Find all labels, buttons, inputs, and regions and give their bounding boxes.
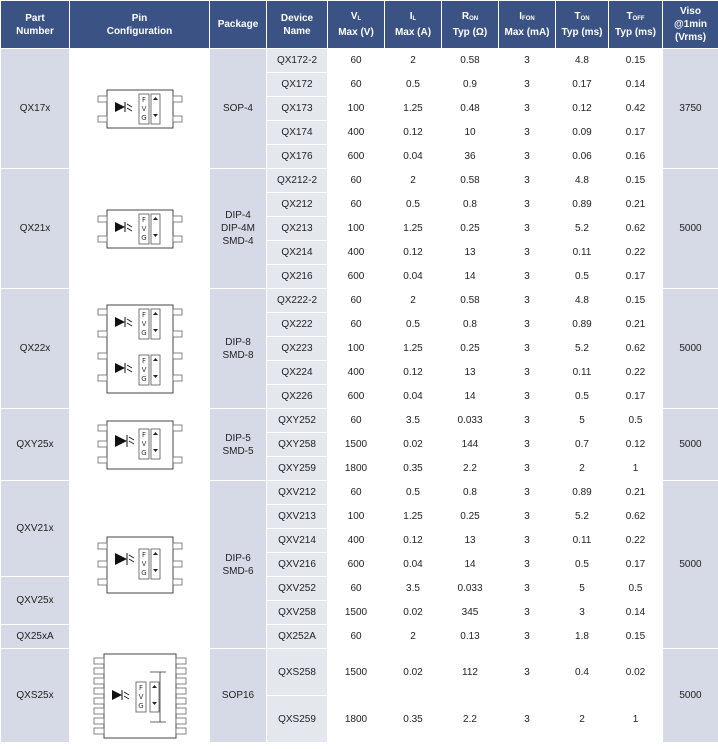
ifon-value: 3 [499, 49, 555, 72]
package-line: SMD-5 [222, 445, 254, 457]
ton-value: 0.4 [556, 649, 608, 695]
header-ron: $R_{ON}$ Typ (Ω) [442, 1, 498, 48]
pin-label: G [140, 113, 147, 122]
package [210, 409, 266, 480]
table-row [1, 169, 718, 192]
toff-value: 0.14 [609, 601, 662, 624]
pin-label: G [140, 233, 147, 242]
vl-value: 1800 [328, 696, 384, 742]
ron-value: 14 [442, 385, 498, 408]
package-line: SMD-8 [222, 349, 254, 361]
header-ifon: $I_{FON}$ Max (mA) [499, 1, 555, 48]
il-value: 0.5 [385, 481, 441, 504]
vl-value: 400 [328, 361, 384, 384]
il-value: 3.5 [385, 577, 441, 600]
pin-label: V [141, 224, 146, 233]
ifon-value: 3 [499, 265, 555, 288]
ton-value: 0.5 [556, 265, 608, 288]
pin-label: F [141, 95, 146, 104]
toff-value: 0.22 [609, 241, 662, 264]
toff-value: 1 [609, 457, 662, 480]
toff-value: 0.15 [609, 289, 662, 312]
toff-value: 0.15 [609, 49, 662, 72]
ifon-value: 3 [499, 385, 555, 408]
pin-configuration [70, 169, 209, 288]
il-value: 0.04 [385, 265, 441, 288]
ton-value: 5.2 [556, 217, 608, 240]
package [210, 649, 266, 742]
header-part-number: Part Number [1, 1, 69, 48]
part-number: QXV21x [1, 481, 69, 576]
part-number: QX17x [1, 49, 69, 168]
device-name: QXS259 [267, 696, 327, 742]
toff-value: 0.62 [609, 337, 662, 360]
pin-diagram-icon [95, 88, 185, 130]
ron-value: 2.2 [442, 696, 498, 742]
ron-value: 0.25 [442, 217, 498, 240]
pin-label: V [141, 365, 146, 374]
ron-value: 144 [442, 433, 498, 456]
toff-value: 0.21 [609, 193, 662, 216]
toff-value: 0.22 [609, 361, 662, 384]
ron-value: 13 [442, 361, 498, 384]
vl-value: 1500 [328, 433, 384, 456]
ifon-value: 3 [499, 577, 555, 600]
header-ton: $T_{ON}$ Typ (ms) [556, 1, 608, 48]
pin-label: V [141, 319, 146, 328]
vl-value: 1800 [328, 457, 384, 480]
toff-value: 0.17 [609, 265, 662, 288]
viso-value: 3750 [663, 49, 718, 168]
ron-value: 0.8 [442, 193, 498, 216]
package [210, 289, 266, 408]
ton-value: 5 [556, 409, 608, 432]
device-name: QX174 [267, 121, 327, 144]
package-line: SOP16 [221, 690, 255, 701]
ton-value: 5.2 [556, 505, 608, 528]
package [210, 481, 266, 648]
pin-configuration [70, 409, 209, 480]
ifon-value: 3 [499, 73, 555, 96]
pin-label: G [140, 448, 147, 457]
toff-value: 0.15 [609, 625, 662, 648]
pin-label: G [140, 568, 147, 577]
il-value: 1.25 [385, 97, 441, 120]
vl-value: 60 [328, 49, 384, 72]
ron-value: 0.58 [442, 169, 498, 192]
package [210, 169, 266, 288]
pin-label: F [141, 550, 146, 559]
toff-value: 0.5 [609, 409, 662, 432]
pin-diagram-icon [95, 208, 185, 250]
il-value: 0.12 [385, 241, 441, 264]
ifon-value: 3 [499, 505, 555, 528]
package-line: SMD-6 [222, 565, 254, 577]
ron-value: 36 [442, 145, 498, 168]
vl-value: 60 [328, 577, 384, 600]
il-value: 0.5 [385, 73, 441, 96]
il-value: 0.5 [385, 193, 441, 216]
table-row [1, 409, 718, 432]
il-value: 2 [385, 169, 441, 192]
ton-value: 0.11 [556, 361, 608, 384]
toff-value: 0.17 [609, 553, 662, 576]
pin-label: F [138, 683, 143, 692]
vl-value: 60 [328, 313, 384, 336]
ifon-value: 3 [499, 193, 555, 216]
device-name: QX222 [267, 313, 327, 336]
vl-value: 600 [328, 553, 384, 576]
ron-value: 13 [442, 241, 498, 264]
ton-value: 0.06 [556, 145, 608, 168]
device-name: QXY259 [267, 457, 327, 480]
package-line: DIP-4M [221, 223, 255, 234]
header-package: Package [210, 1, 266, 48]
il-value: 0.35 [385, 457, 441, 480]
ron-value: 345 [442, 601, 498, 624]
vl-value: 60 [328, 481, 384, 504]
toff-value: 0.21 [609, 313, 662, 336]
device-name: QXY258 [267, 433, 327, 456]
device-name: QX252A [267, 625, 327, 648]
device-name: QXS258 [267, 649, 327, 695]
vl-value: 600 [328, 145, 384, 168]
vl-value: 60 [328, 409, 384, 432]
toff-value: 0.14 [609, 73, 662, 96]
ron-value: 14 [442, 553, 498, 576]
viso-value: 5000 [663, 649, 718, 742]
ifon-value: 3 [499, 121, 555, 144]
il-value: 3.5 [385, 409, 441, 432]
ifon-value: 3 [499, 169, 555, 192]
header-row [1, 1, 718, 48]
pin-label: G [137, 701, 144, 710]
il-value: 0.12 [385, 361, 441, 384]
part-number: QX22x [1, 289, 69, 408]
pin-configuration [70, 649, 209, 742]
toff-value: 0.22 [609, 529, 662, 552]
pin-label: V [141, 104, 146, 113]
pin-diagram-icon [95, 303, 185, 395]
device-name: QX172-2 [267, 49, 327, 72]
il-value: 0.12 [385, 529, 441, 552]
table-row [1, 481, 718, 504]
pin-diagram-icon [95, 535, 185, 595]
vl-value: 60 [328, 169, 384, 192]
viso-value: 5000 [663, 169, 718, 288]
part-number: QX21x [1, 169, 69, 288]
il-value: 2 [385, 289, 441, 312]
pin-label: G [140, 374, 147, 383]
device-name: QX213 [267, 217, 327, 240]
ron-value: 14 [442, 265, 498, 288]
package-line: DIP-4 [225, 210, 251, 221]
ton-value: 0.12 [556, 97, 608, 120]
header-device-name: Device Name [267, 1, 327, 48]
ifon-value: 3 [499, 97, 555, 120]
toff-value: 0.42 [609, 97, 662, 120]
ton-value: 0.89 [556, 481, 608, 504]
il-value: 0.02 [385, 601, 441, 624]
ifon-value: 3 [499, 289, 555, 312]
vl-value: 400 [328, 529, 384, 552]
package-line: SMD-4 [222, 236, 254, 247]
ifon-value: 3 [499, 649, 555, 695]
vl-value: 400 [328, 121, 384, 144]
ton-value: 0.89 [556, 193, 608, 216]
table-row [1, 649, 718, 695]
ron-value: 112 [442, 649, 498, 695]
ron-value: 2.2 [442, 457, 498, 480]
ton-value: 5.2 [556, 337, 608, 360]
header-pin-configuration: Pin Configuration [70, 1, 209, 48]
ton-value: 5 [556, 577, 608, 600]
toff-value: 0.02 [609, 649, 662, 695]
ron-value: 0.25 [442, 337, 498, 360]
toff-value: 0.62 [609, 505, 662, 528]
ton-value: 0.5 [556, 385, 608, 408]
il-value: 0.04 [385, 385, 441, 408]
vl-value: 100 [328, 97, 384, 120]
toff-value: 0.17 [609, 385, 662, 408]
header-vl: $V_L$ Max (V) [328, 1, 384, 48]
toff-value: 0.15 [609, 169, 662, 192]
pin-diagram-icon [90, 652, 190, 740]
vl-value: 600 [328, 385, 384, 408]
pin-diagram-icon [95, 419, 185, 471]
ifon-value: 3 [499, 433, 555, 456]
il-value: 0.02 [385, 649, 441, 695]
ifon-value: 3 [499, 481, 555, 504]
device-name: QX222-2 [267, 289, 327, 312]
ton-value: 2 [556, 457, 608, 480]
il-value: 0.04 [385, 553, 441, 576]
device-name: QX172 [267, 73, 327, 96]
pin-label: V [141, 559, 146, 568]
viso-value: 5000 [663, 481, 718, 648]
pin-configuration [70, 289, 209, 408]
pin-label: F [141, 430, 146, 439]
ifon-value: 3 [499, 409, 555, 432]
header-il: $I_L$ Max (A) [385, 1, 441, 48]
vl-value: 400 [328, 241, 384, 264]
ifon-value: 3 [499, 457, 555, 480]
ifon-value: 3 [499, 529, 555, 552]
il-value: 1.25 [385, 337, 441, 360]
ifon-value: 3 [499, 217, 555, 240]
table-row [1, 49, 718, 72]
device-name: QX223 [267, 337, 327, 360]
vl-value: 600 [328, 265, 384, 288]
device-name: QX176 [267, 145, 327, 168]
pin-label: G [140, 328, 147, 337]
device-name: QX224 [267, 361, 327, 384]
ron-value: 0.25 [442, 505, 498, 528]
package-line: SOP-4 [222, 103, 253, 114]
ron-value: 0.033 [442, 409, 498, 432]
device-name: QX226 [267, 385, 327, 408]
ron-value: 13 [442, 529, 498, 552]
ton-value: 0.89 [556, 313, 608, 336]
device-name: QXV212 [267, 481, 327, 504]
toff-value: 0.17 [609, 121, 662, 144]
il-value: 0.02 [385, 433, 441, 456]
table-row [1, 289, 718, 312]
package [210, 49, 266, 168]
toff-value: 0.62 [609, 217, 662, 240]
ron-value: 0.48 [442, 97, 498, 120]
header-toff: $T_{OFF}$ Typ (ms) [609, 1, 662, 48]
device-name: QXY252 [267, 409, 327, 432]
ton-value: 0.11 [556, 529, 608, 552]
ton-value: 1.8 [556, 625, 608, 648]
toff-value: 0.5 [609, 577, 662, 600]
ton-value: 2 [556, 696, 608, 742]
il-value: 0.5 [385, 313, 441, 336]
part-number: QXS25x [1, 649, 69, 742]
ton-value: 0.5 [556, 553, 608, 576]
toff-value: 0.21 [609, 481, 662, 504]
ifon-value: 3 [499, 313, 555, 336]
pin-label: F [141, 356, 146, 365]
vl-value: 100 [328, 505, 384, 528]
il-value: 0.35 [385, 696, 441, 742]
ton-value: 3 [556, 601, 608, 624]
device-name: QXV258 [267, 601, 327, 624]
ifon-value: 3 [499, 145, 555, 168]
viso-value: 5000 [663, 409, 718, 480]
ron-value: 0.58 [442, 49, 498, 72]
package-line: DIP-8 [225, 336, 251, 348]
ifon-value: 3 [499, 361, 555, 384]
pin-label: V [141, 439, 146, 448]
pin-label: F [141, 215, 146, 224]
part-number: QX25xA [1, 625, 69, 648]
il-value: 1.25 [385, 505, 441, 528]
vl-value: 100 [328, 337, 384, 360]
device-name: QX173 [267, 97, 327, 120]
il-value: 0.04 [385, 145, 441, 168]
il-value: 1.25 [385, 217, 441, 240]
vl-value: 60 [328, 73, 384, 96]
device-name: QX214 [267, 241, 327, 264]
ton-value: 4.8 [556, 49, 608, 72]
ifon-value: 3 [499, 553, 555, 576]
ton-value: 0.09 [556, 121, 608, 144]
ton-value: 4.8 [556, 169, 608, 192]
ton-value: 0.11 [556, 241, 608, 264]
device-name: QX212 [267, 193, 327, 216]
device-name: QXV213 [267, 505, 327, 528]
viso-value: 5000 [663, 289, 718, 408]
device-name: QXV214 [267, 529, 327, 552]
ifon-value: 3 [499, 337, 555, 360]
ron-value: 0.033 [442, 577, 498, 600]
package-line: DIP-5 [225, 432, 251, 444]
ron-value: 0.8 [442, 313, 498, 336]
ton-value: 0.17 [556, 73, 608, 96]
il-value: 0.12 [385, 121, 441, 144]
pin-configuration [70, 49, 209, 168]
ton-value: 0.7 [556, 433, 608, 456]
device-name: QXV216 [267, 553, 327, 576]
vl-value: 1500 [328, 601, 384, 624]
vl-value: 60 [328, 193, 384, 216]
ifon-value: 3 [499, 601, 555, 624]
package-line: DIP-6 [225, 552, 251, 564]
vl-value: 60 [328, 625, 384, 648]
pin-label: V [138, 692, 143, 701]
device-name: QX216 [267, 265, 327, 288]
toff-value: 0.16 [609, 145, 662, 168]
ron-value: 10 [442, 121, 498, 144]
ton-value: 4.8 [556, 289, 608, 312]
device-name: QX212-2 [267, 169, 327, 192]
il-value: 2 [385, 625, 441, 648]
vl-value: 100 [328, 217, 384, 240]
part-number: QXV25x [1, 577, 69, 624]
vl-value: 60 [328, 289, 384, 312]
part-number: QXY25x [1, 409, 69, 480]
toff-value: 1 [609, 696, 662, 742]
pin-configuration [70, 481, 209, 648]
ron-value: 0.8 [442, 481, 498, 504]
ron-value: 0.9 [442, 73, 498, 96]
ifon-value: 3 [499, 696, 555, 742]
device-name: QXV252 [267, 577, 327, 600]
ron-value: 0.13 [442, 625, 498, 648]
ifon-value: 3 [499, 625, 555, 648]
ifon-value: 3 [499, 241, 555, 264]
ron-value: 0.58 [442, 289, 498, 312]
vl-value: 1500 [328, 649, 384, 695]
pin-label: F [141, 310, 146, 319]
toff-value: 0.12 [609, 433, 662, 456]
il-value: 2 [385, 49, 441, 72]
header-viso: Viso @1min (Vrms) [663, 1, 718, 48]
